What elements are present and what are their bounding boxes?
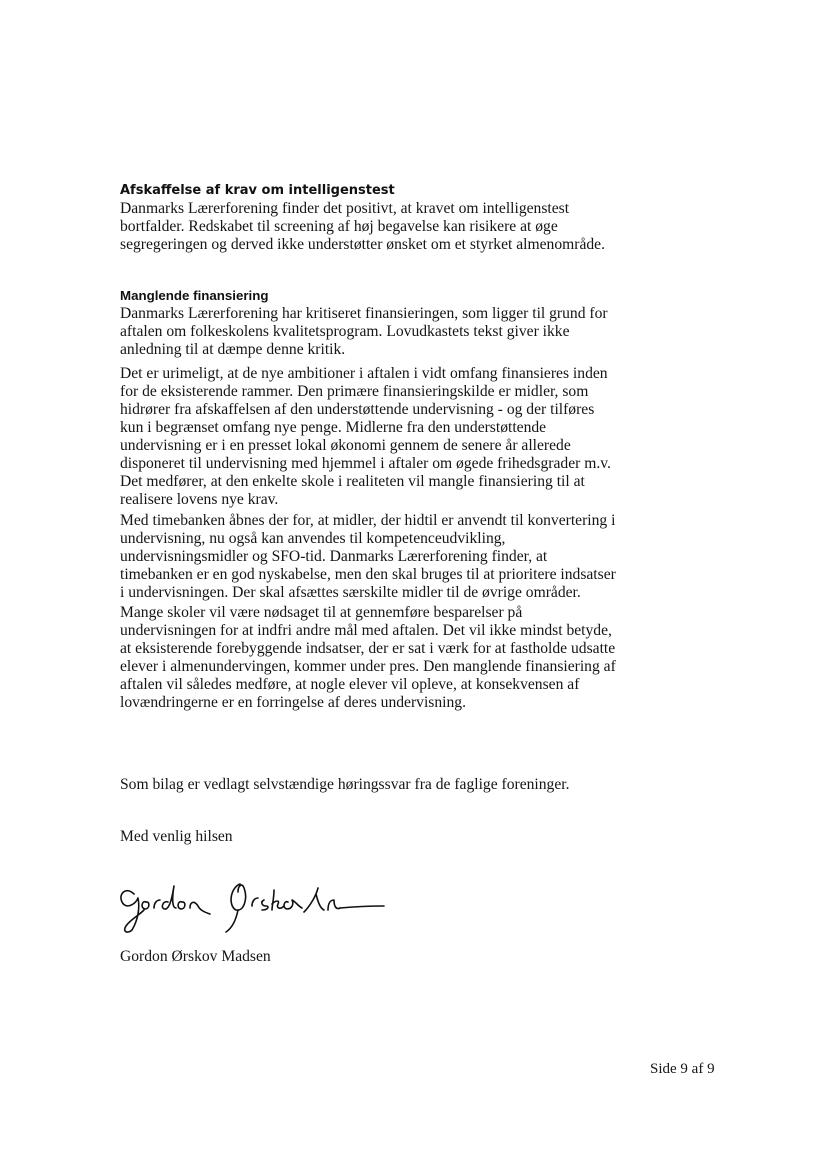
financing-paragraph-2: Det er urimeligt, at de nye ambitioner i aftalen i vidt omfang finansieres inden for de eksisterende rammer. Den primære finansieringskilde er midler, som hidrører fra afskaffelsen af den understøttende undervisning - og der tilføres kun i begrænset omfang nye penge. Midlerne fra den understøttende undervisning er i en presset lokal økonomi gennem de senere år allerede disponeret til undervisning med hjemmel i aftaler om øgede frihedsgrader m.v. Det medfører, at den enkelte skole i realiteten vil mangle finansiering til at realisere lovens nye krav. bbox=[120, 365, 611, 508]
section-heading-financing: Manglende finansiering bbox=[120, 288, 269, 303]
attachment-note: Som bilag er vedlagt selvstændige høringssvar fra de faglige foreninger. bbox=[120, 776, 570, 793]
financing-paragraph-1: Danmarks Lærerforening har kritiseret finansieringen, som ligger til grund for aftalen om folkeskolens kvalitetsprogram. Lovudkastets tekst giver ikke anledning til at dæmpe denne kritik. bbox=[120, 305, 608, 358]
page-number: Side 9 af 9 bbox=[650, 1061, 715, 1077]
signer-name: Gordon Ørskov Madsen bbox=[120, 948, 271, 965]
financing-paragraph-3: Med timebanken åbnes der for, at midler, der hidtil er anvendt til konvertering i undervisning, nu også kan anvendes til kompetenceudvikling, undervisningsmidler og SFO-tid. Danmarks Lærerforening finder, at timebanken er en god nyskabelse, men den skal bruges til at prioritere indsatser i undervisningen. Der skal afsættes særskilte midler til de øvrige områder. bbox=[120, 512, 616, 601]
financing-paragraph-4: Mange skoler vil være nødsaget til at gennemføre besparelser på undervisningen for at indfri andre mål med aftalen. Det vil ikke mindst betyde, at eksisterende forebyggende indsatser, der er sat i værk for at fastholde udsatte elever i almenundervingen, kommer under pres. Den manglende finansiering af aftalen vil således medføre, at nogle elever vil opleve, at konsekvensen af lovændringerne er en forringelse af deres undervisning. bbox=[120, 604, 616, 711]
closing-greeting: Med venlig hilsen bbox=[120, 828, 233, 845]
handwritten-signature bbox=[112, 872, 387, 936]
intelligence-test-paragraph: Danmarks Lærerforening finder det positivt, at kravet om intelligenstest bortfalder. Redskabet til screening af høj begavelse kan risikere at øge segregeringen og derved ikke understøtter ønsket om et styrket almenområde. bbox=[120, 200, 605, 253]
section-heading-intelligence-test: Afskaffelse af krav om intelligenstest bbox=[120, 183, 395, 198]
